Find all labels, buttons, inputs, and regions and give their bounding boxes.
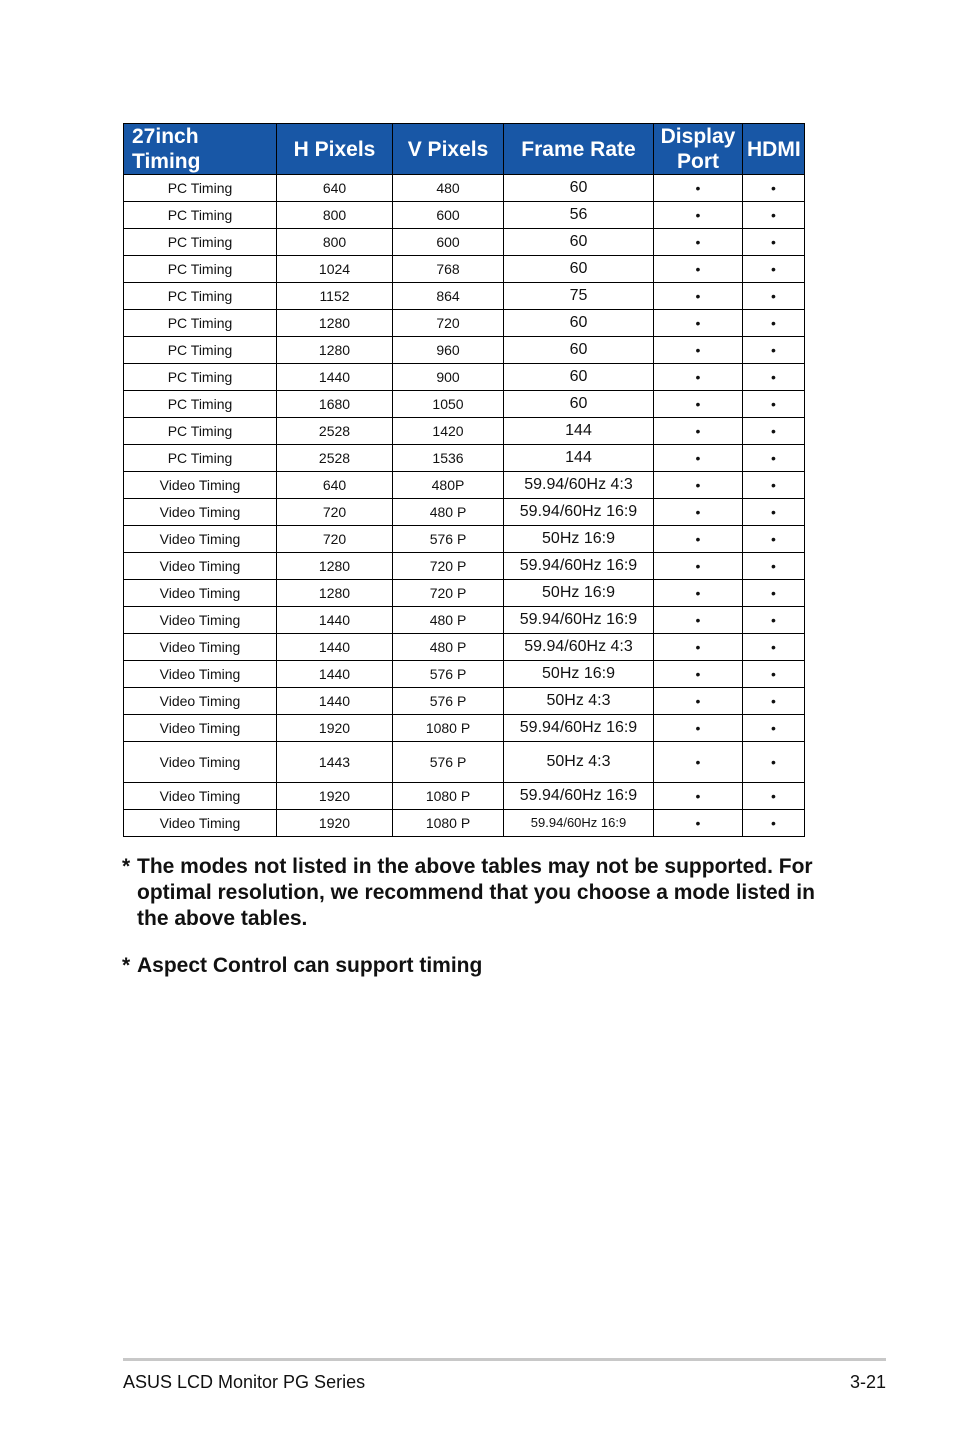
hdmi-cell: • [743, 783, 805, 810]
timing-table [123, 123, 805, 837]
table-header-row [124, 124, 805, 175]
timing-cell: Video Timing [124, 499, 277, 526]
hdmi-cell: • [743, 202, 805, 229]
display-port-cell: • [654, 229, 743, 256]
display-port-cell: • [654, 472, 743, 499]
display-port-cell: • [654, 553, 743, 580]
frame-rate-cell: 59.94/60Hz 4:3 [504, 472, 654, 499]
h-pixels-cell: 640 [277, 472, 393, 499]
frame-rate-cell: 60 [504, 229, 654, 256]
v-pixels-cell: 600 [393, 202, 504, 229]
display-port-cell: • [654, 418, 743, 445]
header-hdmi: HDMI [743, 124, 805, 175]
frame-rate-cell: 59.94/60Hz 16:9 [504, 810, 654, 837]
timing-cell: Video Timing [124, 580, 277, 607]
hdmi-cell: • [743, 715, 805, 742]
timing-cell: Video Timing [124, 472, 277, 499]
hdmi-cell: • [743, 553, 805, 580]
display-port-cell: • [654, 742, 743, 783]
h-pixels-cell: 800 [277, 202, 393, 229]
timing-cell: Video Timing [124, 715, 277, 742]
table-row [124, 283, 805, 310]
frame-rate-cell: 60 [504, 337, 654, 364]
table-row [124, 715, 805, 742]
hdmi-cell: • [743, 810, 805, 837]
frame-rate-cell: 144 [504, 418, 654, 445]
h-pixels-cell: 800 [277, 229, 393, 256]
hdmi-cell: • [743, 391, 805, 418]
v-pixels-cell: 600 [393, 229, 504, 256]
hdmi-cell: • [743, 607, 805, 634]
timing-cell: PC Timing [124, 418, 277, 445]
table-row [124, 499, 805, 526]
h-pixels-cell: 1920 [277, 810, 393, 837]
display-port-cell: • [654, 310, 743, 337]
timing-cell: PC Timing [124, 364, 277, 391]
display-port-cell: • [654, 783, 743, 810]
hdmi-cell: • [743, 580, 805, 607]
display-port-cell: • [654, 634, 743, 661]
note-unsupported-modes [122, 854, 842, 932]
v-pixels-cell: 576 P [393, 742, 504, 783]
h-pixels-cell: 1443 [277, 742, 393, 783]
table-row [124, 634, 805, 661]
display-port-cell: • [654, 688, 743, 715]
table-row [124, 256, 805, 283]
timing-cell: PC Timing [124, 229, 277, 256]
v-pixels-cell: 1536 [393, 445, 504, 472]
table-row [124, 175, 805, 202]
table-row [124, 688, 805, 715]
table-row [124, 526, 805, 553]
display-port-cell: • [654, 283, 743, 310]
display-port-cell: • [654, 445, 743, 472]
table-row [124, 310, 805, 337]
hdmi-cell: • [743, 688, 805, 715]
hdmi-cell: • [743, 283, 805, 310]
h-pixels-cell: 1152 [277, 283, 393, 310]
table-row [124, 661, 805, 688]
table-row [124, 229, 805, 256]
v-pixels-cell: 480 [393, 175, 504, 202]
v-pixels-cell: 1080 P [393, 715, 504, 742]
h-pixels-cell: 1280 [277, 553, 393, 580]
h-pixels-cell: 1920 [277, 715, 393, 742]
hdmi-cell: • [743, 310, 805, 337]
v-pixels-cell: 720 P [393, 580, 504, 607]
timing-cell: Video Timing [124, 783, 277, 810]
header-v-pixels: V Pixels [393, 124, 504, 175]
timing-cell: Video Timing [124, 688, 277, 715]
timing-cell: Video Timing [124, 810, 277, 837]
v-pixels-cell: 576 P [393, 661, 504, 688]
h-pixels-cell: 1920 [277, 783, 393, 810]
frame-rate-cell: 59.94/60Hz 16:9 [504, 783, 654, 810]
timing-cell: PC Timing [124, 445, 277, 472]
table-row [124, 553, 805, 580]
h-pixels-cell: 1280 [277, 580, 393, 607]
display-port-cell: • [654, 364, 743, 391]
h-pixels-cell: 2528 [277, 418, 393, 445]
note-text: The modes not listed in the above tables may not be supported. For optimal resolution, we recommend that you choose a mode listed in the above tables. [137, 855, 815, 930]
footer-title: ASUS LCD Monitor PG Series [123, 1372, 366, 1392]
timing-cell: Video Timing [124, 742, 277, 783]
header-display-port: Display Port [654, 124, 743, 175]
v-pixels-cell: 768 [393, 256, 504, 283]
h-pixels-cell: 1440 [277, 364, 393, 391]
table-row [124, 445, 805, 472]
v-pixels-cell: 1080 P [393, 783, 504, 810]
frame-rate-cell: 144 [504, 445, 654, 472]
table-body [124, 175, 805, 837]
table-row [124, 607, 805, 634]
frame-rate-cell: 59.94/60Hz 16:9 [504, 553, 654, 580]
h-pixels-cell: 1440 [277, 634, 393, 661]
hdmi-cell: • [743, 472, 805, 499]
hdmi-cell: • [743, 418, 805, 445]
v-pixels-cell: 576 P [393, 526, 504, 553]
frame-rate-cell: 60 [504, 364, 654, 391]
timing-cell: PC Timing [124, 391, 277, 418]
display-port-cell: • [654, 661, 743, 688]
v-pixels-cell: 1420 [393, 418, 504, 445]
v-pixels-cell: 480 P [393, 634, 504, 661]
frame-rate-cell: 75 [504, 283, 654, 310]
table-row [124, 580, 805, 607]
table-row [124, 742, 805, 783]
v-pixels-cell: 1050 [393, 391, 504, 418]
v-pixels-cell: 480P [393, 472, 504, 499]
h-pixels-cell: 1440 [277, 688, 393, 715]
timing-cell: Video Timing [124, 661, 277, 688]
frame-rate-cell: 60 [504, 391, 654, 418]
frame-rate-cell: 59.94/60Hz 16:9 [504, 607, 654, 634]
frame-rate-cell: 56 [504, 202, 654, 229]
note-marker: * [122, 954, 131, 977]
timing-cell: PC Timing [124, 283, 277, 310]
h-pixels-cell: 1440 [277, 661, 393, 688]
display-port-cell: • [654, 526, 743, 553]
h-pixels-cell: 1440 [277, 607, 393, 634]
timing-cell: Video Timing [124, 526, 277, 553]
frame-rate-cell: 50Hz 4:3 [504, 742, 654, 783]
v-pixels-cell: 1080 P [393, 810, 504, 837]
display-port-cell: • [654, 810, 743, 837]
hdmi-cell: • [743, 229, 805, 256]
h-pixels-cell: 1280 [277, 310, 393, 337]
hdmi-cell: • [743, 634, 805, 661]
timing-cell: PC Timing [124, 202, 277, 229]
timing-cell: PC Timing [124, 310, 277, 337]
frame-rate-cell: 59.94/60Hz 4:3 [504, 634, 654, 661]
footer-divider [123, 1358, 886, 1361]
v-pixels-cell: 900 [393, 364, 504, 391]
hdmi-cell: • [743, 364, 805, 391]
frame-rate-cell: 60 [504, 175, 654, 202]
timing-cell: Video Timing [124, 553, 277, 580]
v-pixels-cell: 480 P [393, 499, 504, 526]
table-row [124, 364, 805, 391]
table-row [124, 337, 805, 364]
table-row [124, 472, 805, 499]
hdmi-cell: • [743, 337, 805, 364]
hdmi-cell: • [743, 499, 805, 526]
hdmi-cell: • [743, 526, 805, 553]
timing-cell: PC Timing [124, 337, 277, 364]
note-text: Aspect Control can support timing [137, 954, 483, 977]
display-port-cell: • [654, 175, 743, 202]
hdmi-cell: • [743, 445, 805, 472]
h-pixels-cell: 1680 [277, 391, 393, 418]
note-aspect-control [122, 953, 842, 979]
h-pixels-cell: 640 [277, 175, 393, 202]
hdmi-cell: • [743, 661, 805, 688]
v-pixels-cell: 720 P [393, 553, 504, 580]
note-marker: * [122, 855, 131, 878]
table-row [124, 418, 805, 445]
h-pixels-cell: 1280 [277, 337, 393, 364]
v-pixels-cell: 720 [393, 310, 504, 337]
display-port-cell: • [654, 202, 743, 229]
table-row [124, 391, 805, 418]
v-pixels-cell: 480 P [393, 607, 504, 634]
table-row [124, 202, 805, 229]
v-pixels-cell: 864 [393, 283, 504, 310]
timing-cell: Video Timing [124, 607, 277, 634]
frame-rate-cell: 59.94/60Hz 16:9 [504, 499, 654, 526]
h-pixels-cell: 720 [277, 526, 393, 553]
frame-rate-cell: 50Hz 16:9 [504, 526, 654, 553]
timing-cell: PC Timing [124, 175, 277, 202]
v-pixels-cell: 576 P [393, 688, 504, 715]
frame-rate-cell: 60 [504, 256, 654, 283]
table-row [124, 783, 805, 810]
timing-cell: PC Timing [124, 256, 277, 283]
page-number: 3-21 [849, 1372, 886, 1392]
display-port-cell: • [654, 715, 743, 742]
header-frame-rate: Frame Rate [504, 124, 654, 175]
hdmi-cell: • [743, 256, 805, 283]
display-port-cell: • [654, 256, 743, 283]
display-port-cell: • [654, 337, 743, 364]
frame-rate-cell: 60 [504, 310, 654, 337]
display-port-cell: • [654, 499, 743, 526]
h-pixels-cell: 2528 [277, 445, 393, 472]
frame-rate-cell: 59.94/60Hz 16:9 [504, 715, 654, 742]
h-pixels-cell: 1024 [277, 256, 393, 283]
frame-rate-cell: 50Hz 16:9 [504, 661, 654, 688]
header-timing: 27inch Timing [124, 124, 277, 175]
v-pixels-cell: 960 [393, 337, 504, 364]
hdmi-cell: • [743, 175, 805, 202]
display-port-cell: • [654, 580, 743, 607]
hdmi-cell: • [743, 742, 805, 783]
h-pixels-cell: 720 [277, 499, 393, 526]
header-h-pixels: H Pixels [277, 124, 393, 175]
table-row [124, 810, 805, 837]
display-port-cell: • [654, 607, 743, 634]
frame-rate-cell: 50Hz 16:9 [504, 580, 654, 607]
frame-rate-cell: 50Hz 4:3 [504, 688, 654, 715]
timing-cell: Video Timing [124, 634, 277, 661]
display-port-cell: • [654, 391, 743, 418]
